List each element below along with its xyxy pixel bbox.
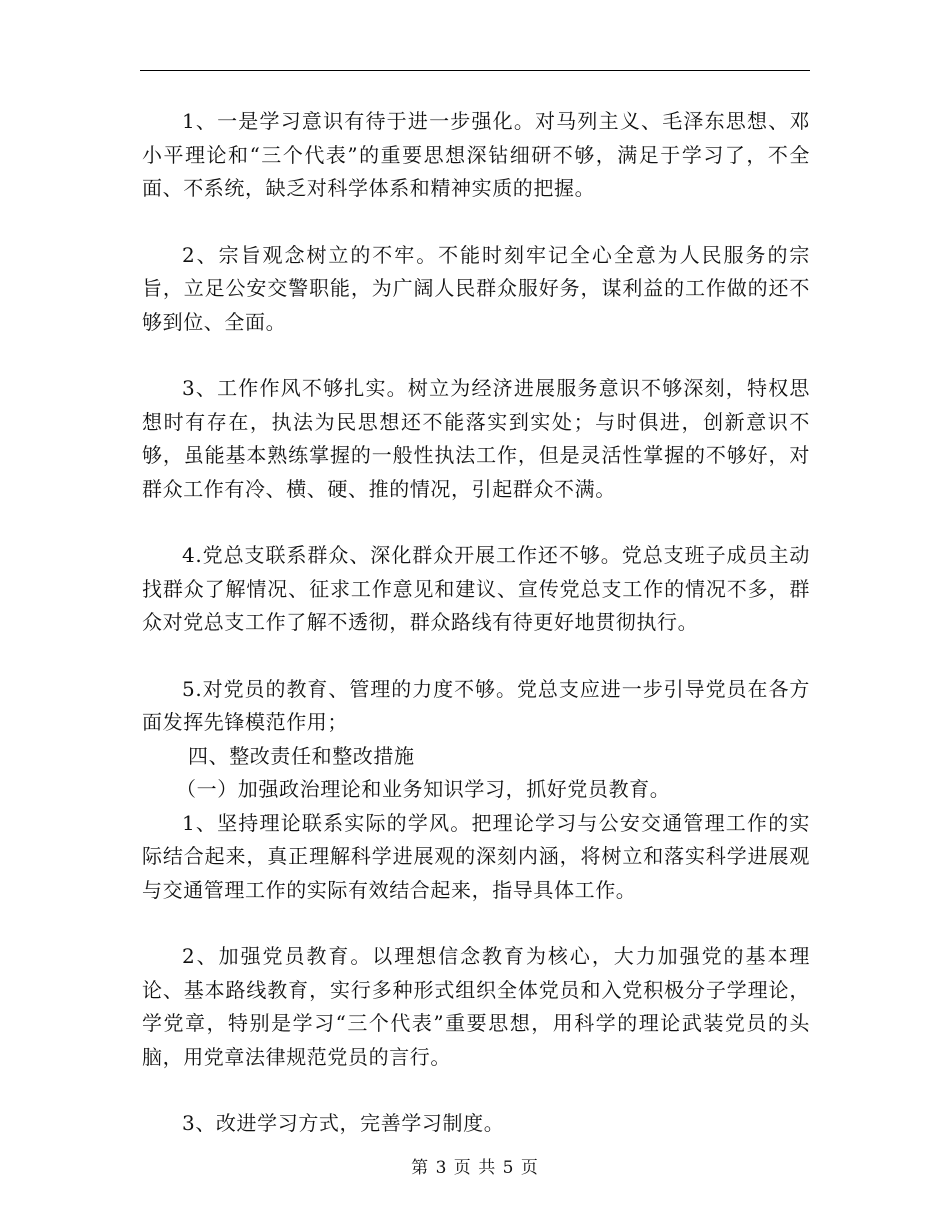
sub-heading-political-theory: （一）加强政治理论和业务知识学习，抓好党员教育。	[176, 777, 671, 801]
paragraph-theory-practice: 1、坚持理论联系实际的学风。把理论学习与公安交通管理工作的实际结合起来，真正理解科学进展观的深刻内涵，将树立和落实科学进展观与交通管理工作的实际有效结合起来，指导具体工作。	[142, 810, 810, 902]
paragraph-study-awareness: 1、一是学习意识有待于进一步强化。对马列主义、毛泽东思想、邓小平理论和“三个代表”的重要思想深钻细研不够，满足于学习了，不全面、不系统，缺乏对科学体系和精神实质的把握。	[142, 109, 810, 200]
paragraph-study-method: 3、改进学习方式，完善学习制度。	[182, 1111, 505, 1135]
paragraph-gap	[142, 506, 810, 539]
paragraph-purpose-concept: 2、宗旨观念树立的不牢。不能时刻牢记全心全意为人民服务的宗旨，立足公安交警职能，为广阔人民群众服好务，谋利益的工作做的还不够到位、全面。	[142, 242, 810, 334]
paragraph-gap	[142, 1074, 810, 1107]
paragraph-party-branch-contact: 4.党总支联系群众、深化群众开展工作还不够。党总支班子成员主动找群众了解情况、征求工作意见和建议、宣传党总支工作的情况不多，群众对党总支工作了解不透彻，群众路线有待更好地贯彻执行。	[142, 543, 810, 634]
paragraph-gap	[142, 640, 810, 673]
header-rule	[140, 70, 810, 71]
paragraph-gap	[142, 907, 810, 940]
paragraph-work-style: 3、工作作风不够扎实。树立为经济进展服务意识不够深刻，特权思想时有存在，执法为民思想还不能落实到实处；与时俱进，创新意识不够，虽能基本熟练掌握的一般性执法工作，但是灵活性掌握的不够好，对群众工作有冷、横、硬、推的情况，引起群众不满。	[142, 376, 810, 501]
page-number-footer: 第 3 页 共 5 页	[411, 1158, 539, 1178]
paragraph-member-education: 2、加强党员教育。以理想信念教育为核心，大力加强党的基本理论、基本路线教育，实行多种形式组织全体党员和入党积极分子学理论，学党章，特别是学习“三个代表”重要思想，用科学的理论武装党员的头脑，用党章法律规范党员的言行。	[142, 944, 810, 1069]
section-heading-rectification: 四、整改责任和整改措施	[188, 743, 415, 768]
document-body	[142, 105, 810, 1141]
paragraph-gap	[142, 339, 810, 372]
paragraph-gap	[142, 206, 810, 239]
paragraph-member-education-strength: 5.对党员的教育、管理的力度不够。党总支应进一步引导党员在各方面发挥先锋模范作用；	[142, 676, 810, 734]
